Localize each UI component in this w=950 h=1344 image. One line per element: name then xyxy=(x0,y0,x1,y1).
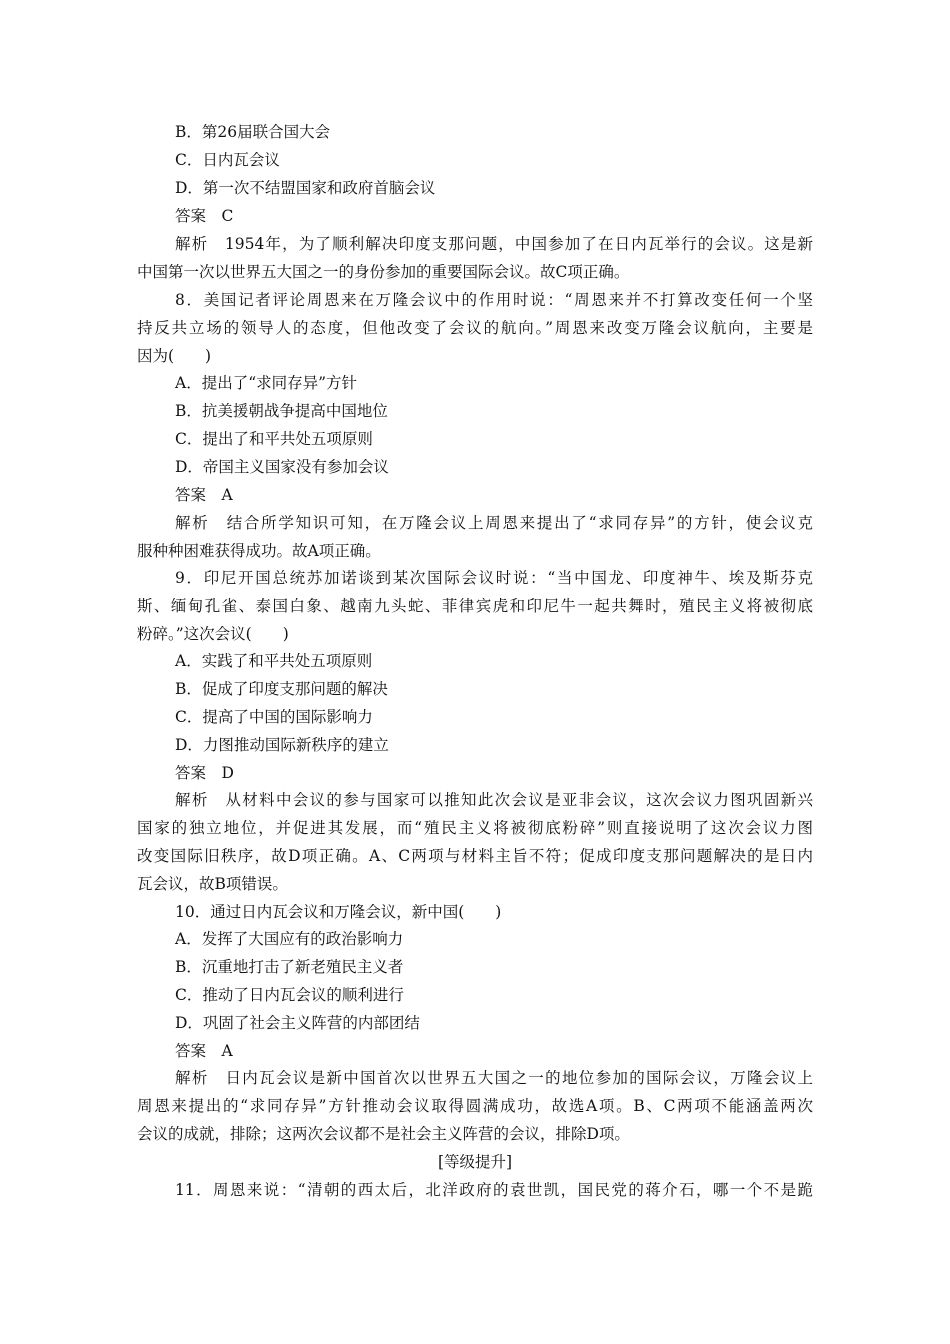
answer-line: 答案 A xyxy=(175,1042,233,1060)
option-line: D．帝国主义国家没有参加会议 xyxy=(175,458,389,476)
section-heading: [等级提升] xyxy=(437,1153,513,1171)
analysis-line: 周恩来提出的“求同存异”方针推动会议取得圆满成功，故选A项。B、C两项不能涵盖两次 xyxy=(137,1097,813,1115)
analysis-line: 改变国际旧秩序，故D项正确。A、C两项与材料主旨不符；促成印度支那问题解决的是日内 xyxy=(137,847,813,865)
analysis-line: 服种种困难获得成功。故A项正确。 xyxy=(137,542,381,560)
option-line: C．提出了和平共处五项原则 xyxy=(175,430,373,448)
option-line: B．第26届联合国大会 xyxy=(175,123,331,141)
analysis-line: 瓦会议，故B项错误。 xyxy=(137,875,288,893)
question-line: 因为( ) xyxy=(137,347,212,365)
option-line: A．实践了和平共处五项原则 xyxy=(175,652,373,670)
option-line: A．发挥了大国应有的政治影响力 xyxy=(175,930,404,948)
question-line: 11．周恩来说：“清朝的西太后，北洋政府的袁世凯，国民党的蒋介石，哪一个不是跪 xyxy=(175,1181,813,1199)
analysis-line: 解析 从材料中会议的参与国家可以推知此次会议是亚非会议，这次会议力图巩固新兴 xyxy=(175,791,813,809)
answer-line: 答案 C xyxy=(175,207,234,225)
question-line: 9．印尼开国总统苏加诺谈到某次国际会议时说：“当中国龙、印度神牛、埃及斯芬克 xyxy=(175,569,813,587)
question-line: 粉碎。”这次会议( ) xyxy=(137,625,289,643)
answer-line: 答案 D xyxy=(175,764,234,782)
answer-line: 答案 A xyxy=(175,486,233,504)
analysis-line: 解析 1954年，为了顺利解决印度支那问题，中国参加了在日内瓦举行的会议。这是新 xyxy=(175,235,813,253)
option-line: D．第一次不结盟国家和政府首脑会议 xyxy=(175,179,436,197)
analysis-line: 国家的独立地位，并促进其发展，而“殖民主义将被彻底粉碎”则直接说明了这次会议力图 xyxy=(137,819,813,837)
option-line: D．巩固了社会主义阵营的内部团结 xyxy=(175,1014,420,1032)
question-line: 10．通过日内瓦会议和万隆会议，新中国( ) xyxy=(175,903,502,921)
option-line: B．抗美援朝战争提高中国地位 xyxy=(175,402,388,420)
analysis-line: 会议的成就，排除；这两次会议都不是社会主义阵营的会议，排除D项。 xyxy=(137,1125,630,1143)
analysis-line: 解析 日内瓦会议是新中国首次以世界五大国之一的地位参加的国际会议，万隆会议上 xyxy=(175,1069,813,1087)
option-line: B．促成了印度支那问题的解决 xyxy=(175,680,388,698)
option-line: C．日内瓦会议 xyxy=(175,151,280,169)
question-line: 8．美国记者评论周恩来在万隆会议中的作用时说：“周恩来并不打算改变任何一个坚 xyxy=(175,291,813,309)
question-line: 斯、缅甸孔雀、泰国白象、越南九头蛇、菲律宾虎和印尼牛一起共舞时，殖民主义将被彻底 xyxy=(137,597,813,615)
option-line: D．力图推动国际新秩序的建立 xyxy=(175,736,389,754)
analysis-line: 中国第一次以世界五大国之一的身份参加的重要国际会议。故C项正确。 xyxy=(137,263,630,281)
option-line: C．推动了日内瓦会议的顺利进行 xyxy=(175,986,404,1004)
option-line: C．提高了中国的国际影响力 xyxy=(175,708,373,726)
option-line: A．提出了“求同存异”方针 xyxy=(175,374,358,392)
analysis-line: 解析 结合所学知识可知，在万隆会议上周恩来提出了“求同存异”的方针，使会议克 xyxy=(175,514,813,532)
option-line: B．沉重地打击了新老殖民主义者 xyxy=(175,958,404,976)
question-line: 持反共立场的领导人的态度，但他改变了会议的航向。”周恩来改变万隆会议航向，主要是 xyxy=(137,319,813,337)
